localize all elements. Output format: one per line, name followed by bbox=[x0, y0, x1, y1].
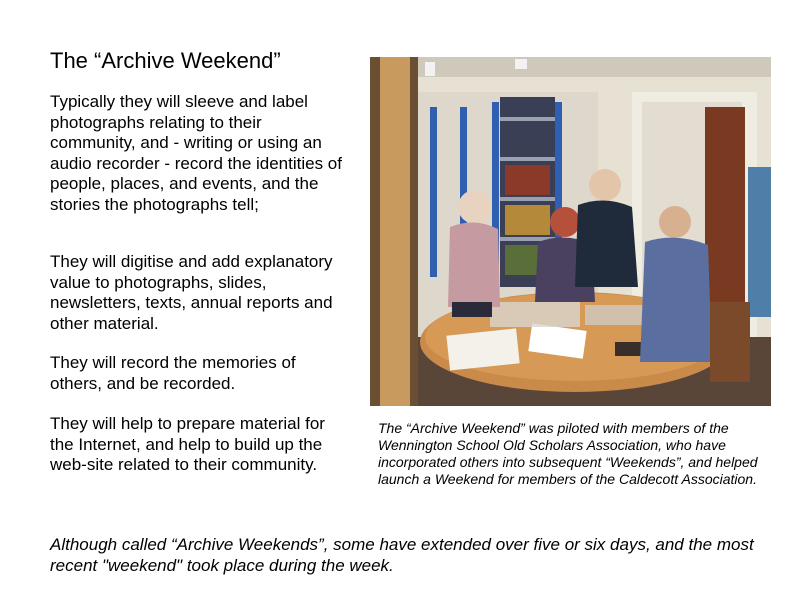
archive-weekend-photo bbox=[370, 57, 771, 406]
paragraph-sleeve-label: Typically they will sleeve and label photographs relating to their community, and - writing or using an audio recorder - record the identities of people, places, and events, and the stories the photographs tell; bbox=[50, 92, 342, 214]
paragraph-digitise: They will digitise and add explanatory value to photographs, slides, newsletters, texts, annual reports and other material. bbox=[50, 252, 333, 333]
photo-caption: The “Archive Weekend” was piloted with members of the Wennington School Old Scholars Association, who have incorporated others into subsequent “Weekends”, and helped launch a Weekend for members of the Caldecott Association. bbox=[378, 420, 758, 487]
slide-title: The “Archive Weekend” bbox=[50, 48, 281, 73]
paragraph-internet: They will help to prepare material for the Internet, and help to build up the web-site related to their community. bbox=[50, 414, 325, 474]
paragraph-memories: They will record the memories of others, and be recorded. bbox=[50, 353, 296, 393]
footer-note: Although called “Archive Weekends”, some have extended over five or six days, and the most recent "weekend" took place during the week. bbox=[50, 535, 754, 575]
